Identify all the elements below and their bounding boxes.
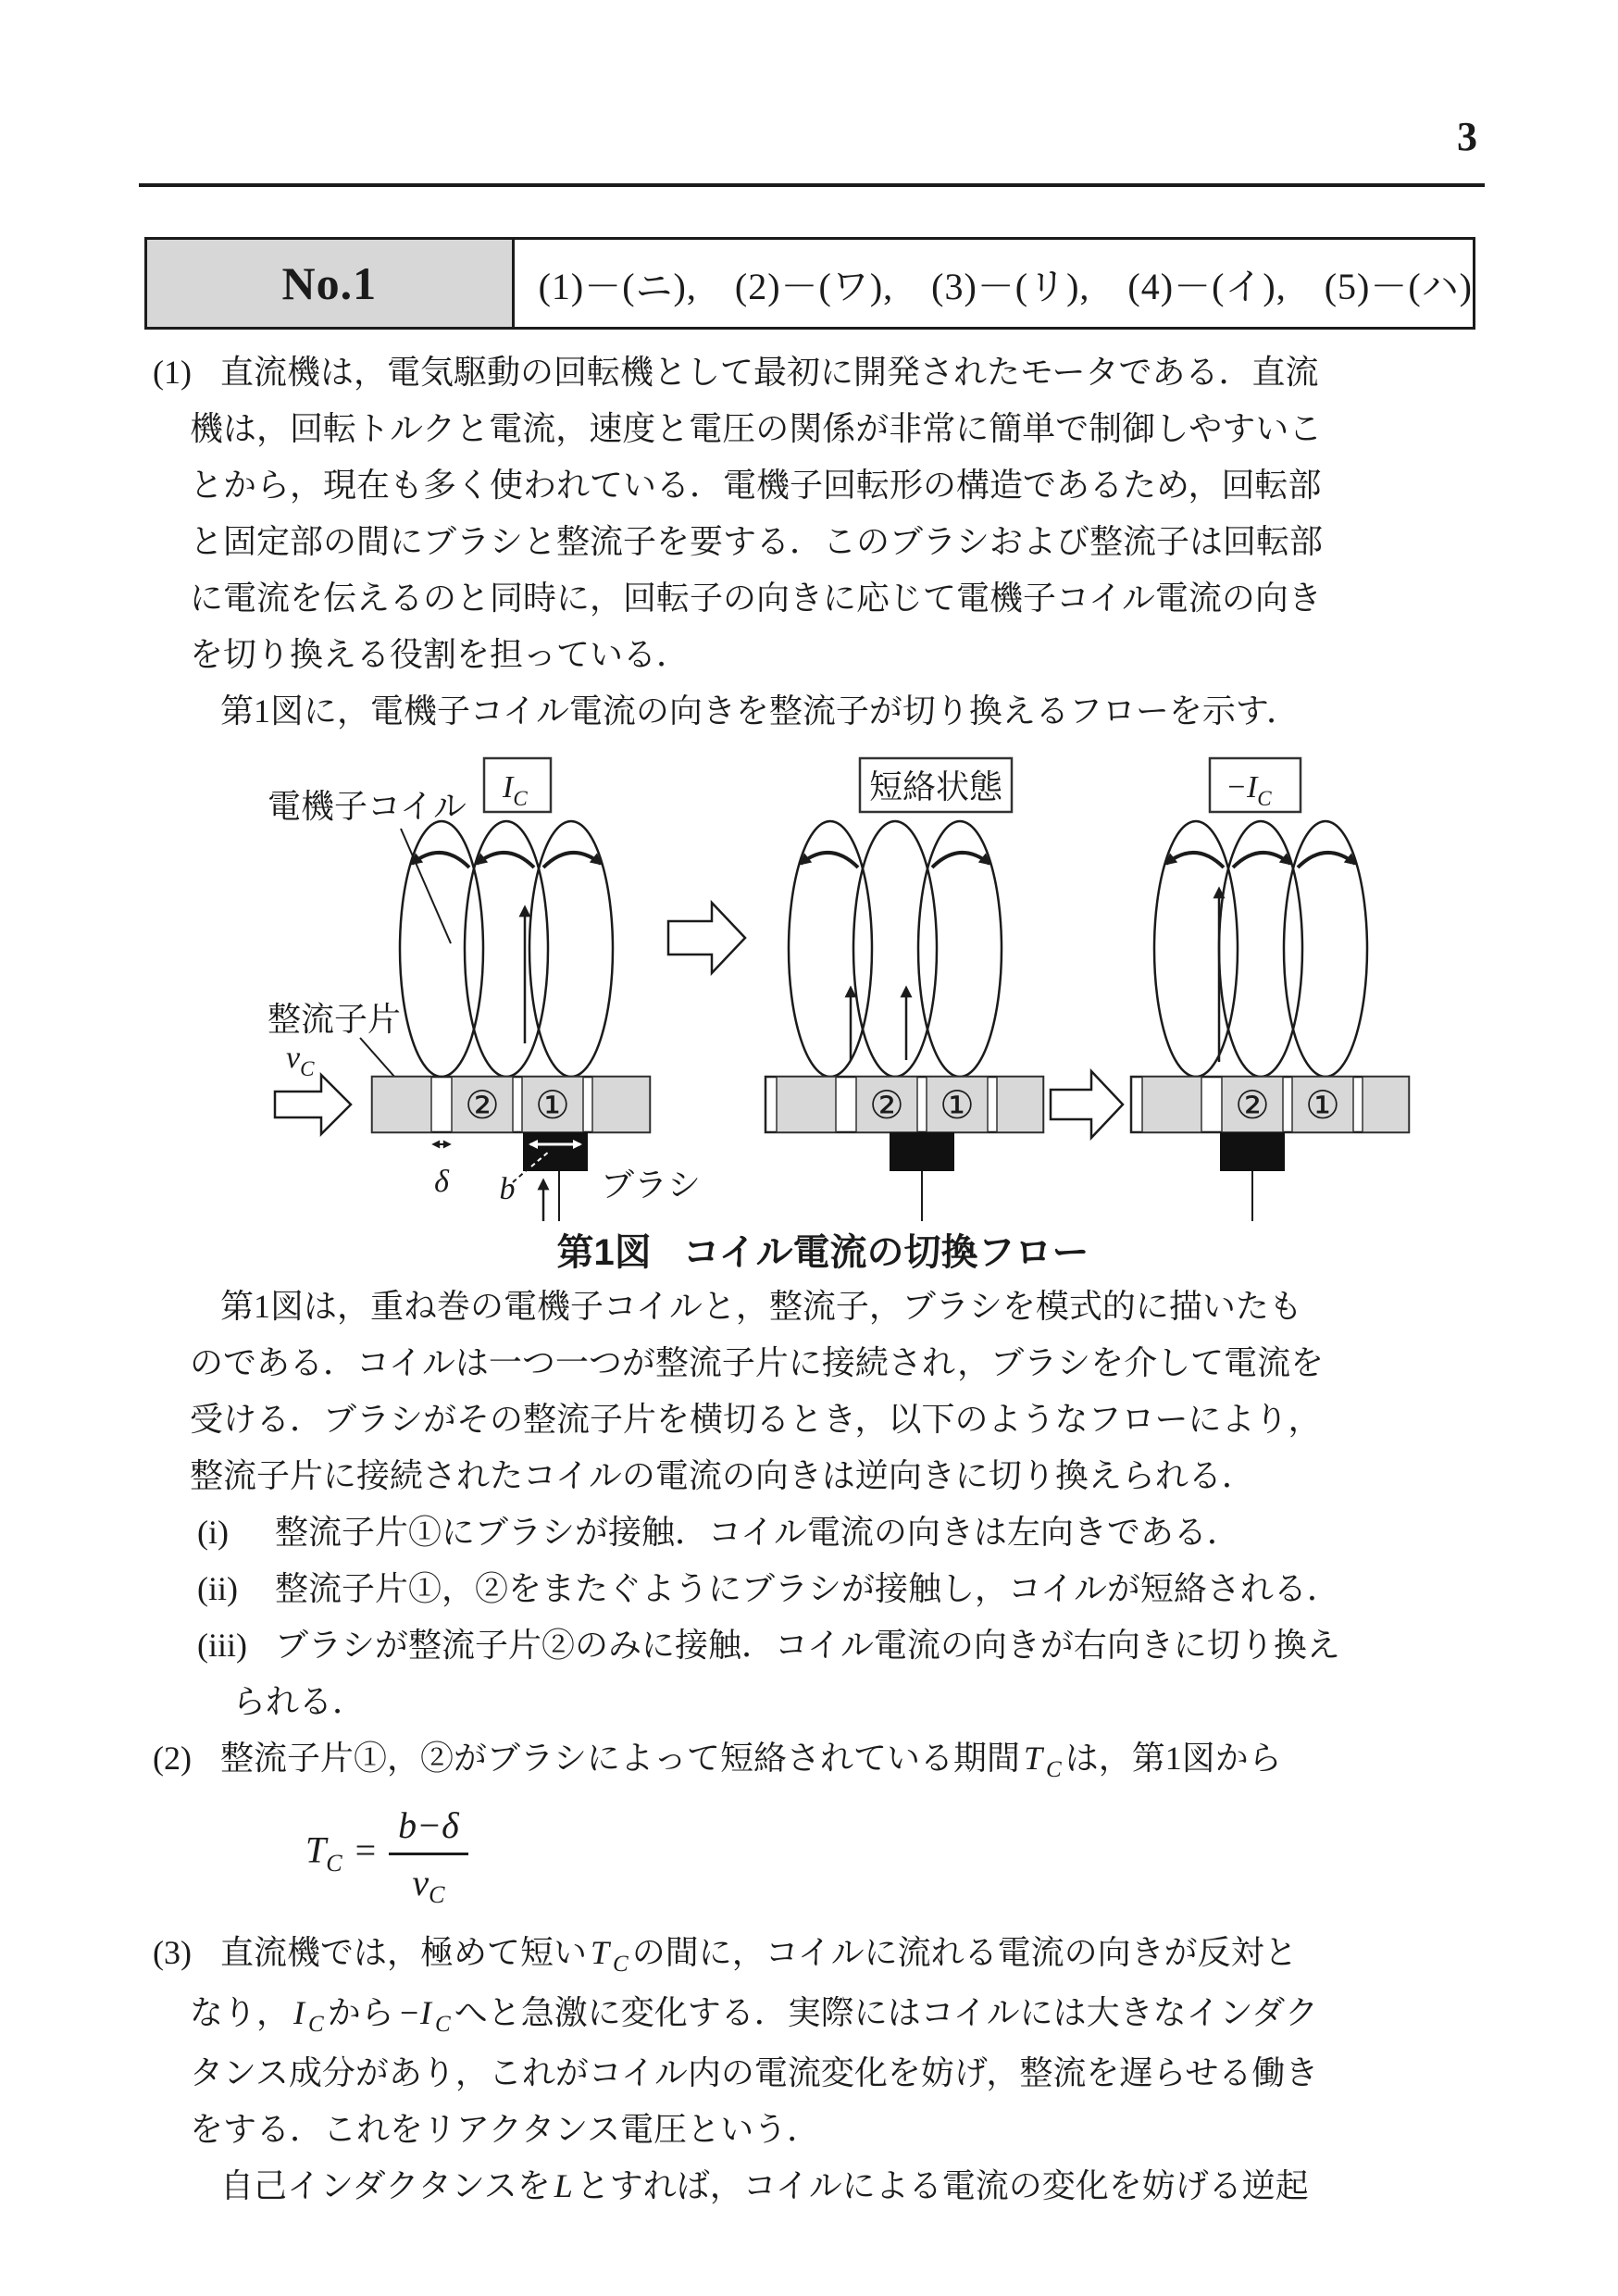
item-marker: (iii) [197, 1627, 247, 1664]
section-3-line: (3) 直流機では，極めて短い T $_C$ の間に，コイルに流れる電流の向きが反対と [153, 1925, 1495, 1985]
formula-lhs: T [305, 1828, 327, 1871]
section-3-line: 自己インダクタンスを L とすれば，コイルによる電流の変化を妨げる逆起 [220, 2167, 1309, 2204]
section-3-line: なり， I $_C$ から −I $_C$ へと急激に変化する．実際にはコイルには大きなインダク [190, 1994, 1319, 2037]
brush-2 [890, 1132, 954, 1171]
item-marker: (i) [197, 1514, 229, 1551]
list-item-ii: (ii) 整流子片①，②をまたぐようにブラシが接触し，コイルが短絡される． [153, 1561, 1495, 1617]
paragraph-1-line: 機は，回転トルクと電流，速度と電圧の関係が非常に簡単で制御しやすいこ [190, 410, 1323, 447]
svg-text:短絡状態: 短絡状態 [868, 768, 1003, 805]
brush-label: ブラシ [601, 1167, 702, 1204]
current-direction-arrow-left [1166, 853, 1224, 867]
formula-denominator: $v_C$ [412, 1862, 445, 1908]
commutator-bar-3 [1131, 1077, 1409, 1221]
paragraph-2-line: のである．コイルは一つ一つが整流子片に接続され，ブラシを介して電流を [190, 1344, 1325, 1381]
current-direction-arrow-left [412, 853, 469, 867]
formula-numerator: b−δ [389, 1803, 468, 1855]
item-marker: (ii) [197, 1570, 238, 1607]
coil-group-2 [789, 821, 1002, 1077]
section-2-line: (2) 整流子片①，②がブラシによって短絡されている期間 T $_C$ は，第1図から [153, 1730, 1495, 1791]
svg-text:IC: $I_C$ [503, 770, 528, 810]
vc-direction-arrow [275, 1075, 351, 1134]
paragraph-2-line: 第1図は，重ね巻の電機子コイルと，整流子，ブラシを模式的に描いたも [220, 1288, 1302, 1325]
paragraph-1-line: を切り換える役割を担っている． [190, 636, 691, 673]
paragraph-1-line: とから，現在も多く使われている．電機子回転形の構造であるため，回転部 [190, 467, 1322, 504]
answer-box [144, 237, 1475, 330]
figure-1 [164, 745, 1482, 1275]
section-3-line: タンス成分があり，これがコイル内の電流変化を妨げ，整流を遅らせる働き [190, 2054, 1319, 2091]
paragraph-2-line: 整流子片に接続されたコイルの電流の向きは逆向きに切り換えられる． [190, 1457, 1255, 1494]
formula-fraction [389, 1803, 468, 1908]
coil-group-1 [400, 821, 613, 1077]
armature-coil-pointer-line [401, 829, 451, 943]
current-direction-arrow-left [801, 853, 858, 867]
paragraph-1-line [153, 344, 1495, 401]
page-number: 3 [1457, 114, 1477, 159]
flow-arrow-2 [1051, 1071, 1123, 1138]
segment-1-number: ① [1305, 1082, 1340, 1128]
paragraph-1-figure-intro: 第1図に，電機子コイル電流の向きを整流子が切り換えるフローを示す． [220, 693, 1301, 730]
section-3-marker: (3) [153, 1934, 192, 1971]
commutator-bar-1 [372, 1077, 701, 1221]
section-3-line: をする．これをリアクタンス電圧という． [190, 2111, 821, 2148]
current-direction-arrow-right [1233, 853, 1290, 867]
paragraph-1-line: に電流を伝えるのと同時に，回転子の向きに応じて電機子コイル電流の向き [190, 580, 1322, 617]
segment-2-number: ② [465, 1082, 500, 1128]
figure-caption-title: コイル電流の切換フロー [682, 1232, 1089, 1273]
body-content [153, 344, 1495, 2215]
current-direction-arrow-left [477, 853, 534, 867]
paragraph-1-marker: (1) [153, 354, 192, 391]
vc-label: $v_C$ [286, 1041, 315, 1080]
list-item-iii: (iii) ブラシが整流子片②のみに接触．コイル電流の向きが右向きに切り換え [153, 1617, 1495, 1674]
tc-formula: $T_C$ = $\frac{b-\delta}{v_C}$ [305, 1803, 1495, 1904]
list-item-i: (i) 整流子片①にブラシが接触．コイル電流の向きは左向きである． [153, 1504, 1495, 1561]
commutation-flow-diagram [164, 745, 1482, 1229]
state-label-ic [484, 758, 551, 812]
state-label-short-circuit [860, 758, 1012, 812]
segment-1-number: ① [940, 1082, 975, 1128]
flow-arrow-1 [668, 903, 745, 973]
segment-2-number: ② [1235, 1082, 1270, 1128]
header-rule [139, 183, 1485, 187]
figure-caption-number: 第1図 [556, 1232, 652, 1273]
current-direction-arrow-right [932, 853, 989, 867]
coil-group-3 [1154, 821, 1367, 1077]
current-direction-arrow-right [1298, 853, 1355, 867]
list-item-iii-continuation: られる． [232, 1683, 367, 1720]
current-direction-arrow-right [543, 853, 601, 867]
segment-2-number: ② [869, 1082, 904, 1128]
b-label: b [499, 1172, 516, 1206]
paragraph-2-line: 受ける．ブラシがその整流子片を横切るとき，以下のようなフローにより， [190, 1401, 1322, 1438]
commutator-segment-label: 整流子片 [268, 1001, 402, 1038]
figure-caption [164, 1230, 1482, 1275]
delta-label: δ [434, 1165, 449, 1199]
commutator-bar-2 [765, 1077, 1043, 1221]
state-label-minus-ic [1210, 758, 1301, 812]
answer-box-values: (1)－(ニ), (2)－(ワ), (3)－(リ), (4)－(イ), (5)－(ハ) [538, 265, 1473, 307]
section-2-marker: (2) [153, 1740, 192, 1777]
svg-text:−IC: $-I_C$ [1226, 770, 1272, 810]
armature-coil-label: 電機子コイル [268, 788, 467, 825]
brush-3 [1220, 1132, 1285, 1171]
paragraph-1-line: と固定部の間にブラシと整流子を要する．このブラシおよび整流子は回転部 [190, 523, 1324, 560]
answer-box-label: No.1 [147, 240, 515, 327]
paragraph-1-text: 直流機は，電気駆動の回転機として最初に開発されたモータである．直流 [220, 354, 1319, 391]
segment-1-number: ① [535, 1082, 570, 1128]
